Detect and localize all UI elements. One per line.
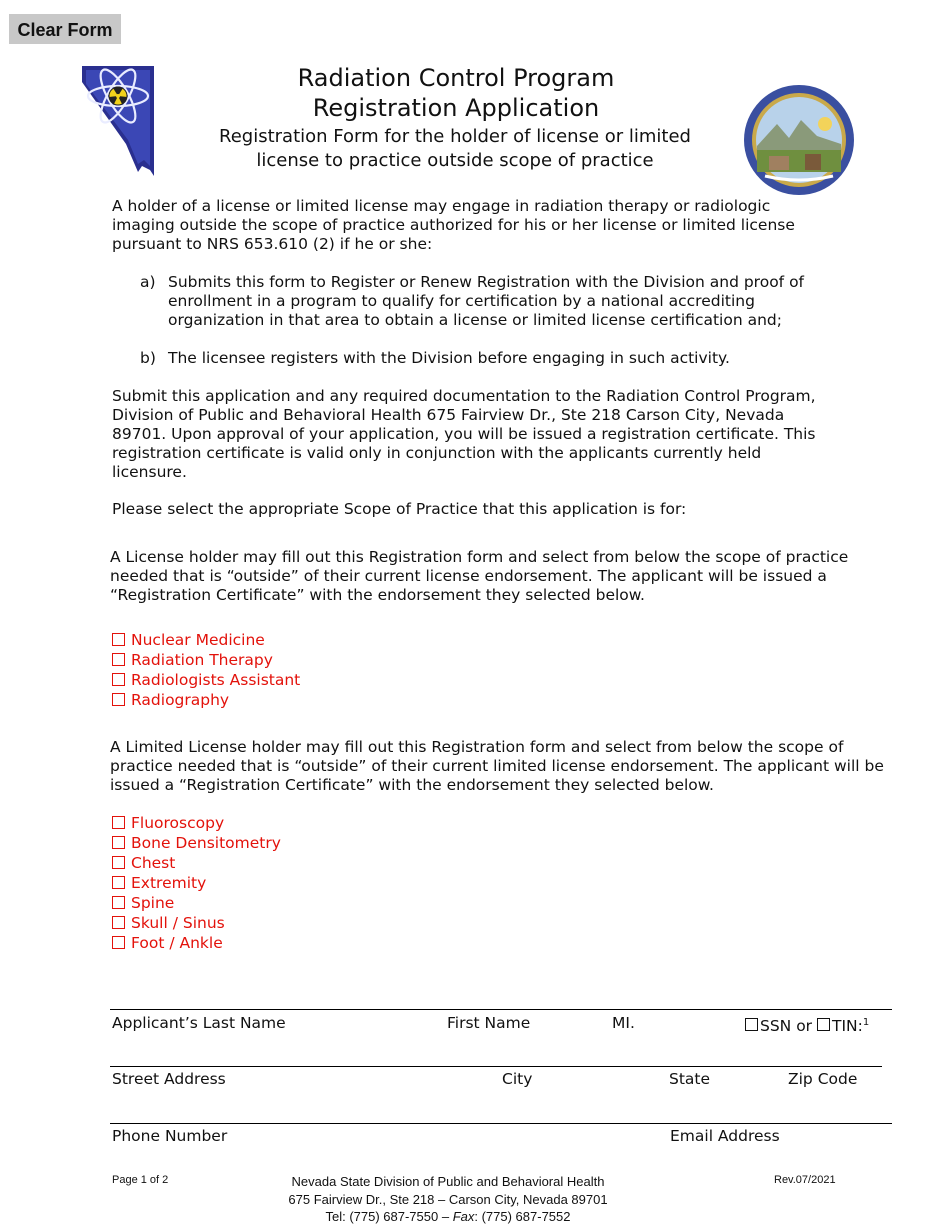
page-number: Page 1 of 2 bbox=[112, 1174, 169, 1186]
mi-label: MI. bbox=[612, 1014, 635, 1032]
phone-number-label: Phone Number bbox=[112, 1127, 228, 1145]
name-fields-line[interactable] bbox=[110, 1009, 892, 1010]
checkbox-icon[interactable] bbox=[112, 896, 125, 909]
address-fields-line[interactable] bbox=[110, 1066, 882, 1067]
checkbox-icon[interactable] bbox=[112, 633, 125, 646]
revision-date: Rev.07/2021 bbox=[774, 1174, 836, 1186]
checkbox-icon[interactable] bbox=[112, 856, 125, 869]
last-name-label: Applicant’s Last Name bbox=[112, 1014, 286, 1032]
condition-a: a) Submits this form to Register or Renew Registration with the Division and proof of enrollment in a program to qualify for certification by a national accrediting organization in that area to obtain a license or limited license certification and; bbox=[140, 273, 805, 329]
tin-checkbox[interactable] bbox=[817, 1018, 830, 1031]
condition-b: b) The licensee registers with the Division before engaging in such activity. bbox=[140, 349, 730, 367]
license-holder-paragraph: A License holder may fill out this Registration form and select from below the scope of practice needed that is “outside” of their current license endorsement. The applicant will be issued a “Registration Certificate” with the endorsement they selected below. bbox=[110, 548, 849, 604]
zip-code-label: Zip Code bbox=[788, 1070, 858, 1088]
page-subtitle: Registration Form for the holder of license or limited bbox=[219, 126, 691, 147]
nevada-state-seal bbox=[743, 84, 855, 196]
footer-contact: Tel: (775) 687-7550 – Fax: (775) 687-7552 bbox=[325, 1209, 571, 1224]
clear-form-button[interactable]: Clear Form bbox=[9, 14, 121, 44]
checkbox-icon[interactable] bbox=[112, 653, 125, 666]
intro-paragraph: A holder of a license or limited license may engage in radiation therapy or radiologic imaging outside the scope of practice authorized for his or her license or limited license pursuant to NRS 653.610 (2) if he or she: bbox=[112, 197, 795, 253]
street-address-label: Street Address bbox=[112, 1070, 226, 1088]
checkbox-icon[interactable] bbox=[112, 673, 125, 686]
limited-license-paragraph: A Limited License holder may fill out this Registration form and select from below the scope of practice needed that is “outside” of their current limited license endorsement. The applicant will be issued a “Registration Certificate” with the endorsement they selected below. bbox=[110, 738, 884, 794]
checkbox-icon[interactable] bbox=[112, 876, 125, 889]
select-prompt: Please select the appropriate Scope of Practice that this application is for: bbox=[112, 500, 687, 518]
page-title-line2: Registration Application bbox=[312, 94, 600, 122]
ssn-checkbox[interactable] bbox=[745, 1018, 758, 1031]
checkbox-fluoroscopy[interactable]: Fluoroscopy bbox=[112, 813, 224, 833]
contact-fields-line[interactable] bbox=[110, 1123, 892, 1124]
submit-info-paragraph: Submit this application and any required documentation to the Radiation Control Program, Division of Public and Behavioral Health 675 Fairview Dr., Ste 218 Carson City, Nevada 89701. Upon approval of your application, you will be issued a registration certificate. This registration certificate is valid only in conjunction with the applicants currently held licensure. bbox=[112, 387, 816, 481]
checkbox-icon[interactable] bbox=[112, 693, 125, 706]
first-name-label: First Name bbox=[447, 1014, 531, 1032]
checkbox-radiologists-assistant[interactable]: Radiologists Assistant bbox=[112, 670, 300, 690]
checkbox-icon[interactable] bbox=[112, 816, 125, 829]
checkbox-foot-ankle[interactable]: Foot / Ankle bbox=[112, 933, 223, 953]
city-label: City bbox=[502, 1070, 533, 1088]
checkbox-radiation-therapy[interactable]: Radiation Therapy bbox=[112, 650, 273, 670]
checkbox-radiography[interactable]: Radiography bbox=[112, 690, 229, 710]
checkbox-icon[interactable] bbox=[112, 936, 125, 949]
checkbox-extremity[interactable]: Extremity bbox=[112, 873, 206, 893]
checkbox-bone-densitometry[interactable]: Bone Densitometry bbox=[112, 833, 281, 853]
checkbox-icon[interactable] bbox=[112, 836, 125, 849]
checkbox-nuclear-medicine[interactable]: Nuclear Medicine bbox=[112, 630, 265, 650]
page-subtitle-line2: license to practice outside scope of practice bbox=[256, 150, 654, 171]
page-title: Radiation Control Program bbox=[297, 64, 615, 92]
footer-address: 675 Fairview Dr., Ste 218 – Carson City, Nevada 89701 bbox=[288, 1192, 608, 1207]
ssn-tin-field: SSN or TIN:$^1$ bbox=[745, 1013, 869, 1036]
checkbox-skull-sinus[interactable]: Skull / Sinus bbox=[112, 913, 225, 933]
email-address-label: Email Address bbox=[670, 1127, 780, 1145]
checkbox-chest[interactable]: Chest bbox=[112, 853, 175, 873]
checkbox-icon[interactable] bbox=[112, 916, 125, 929]
state-label: State bbox=[669, 1070, 711, 1088]
footer-agency: Nevada State Division of Public and Behavioral Health bbox=[291, 1174, 605, 1189]
atom-nevada-logo bbox=[80, 66, 156, 176]
checkbox-spine[interactable]: Spine bbox=[112, 893, 174, 913]
